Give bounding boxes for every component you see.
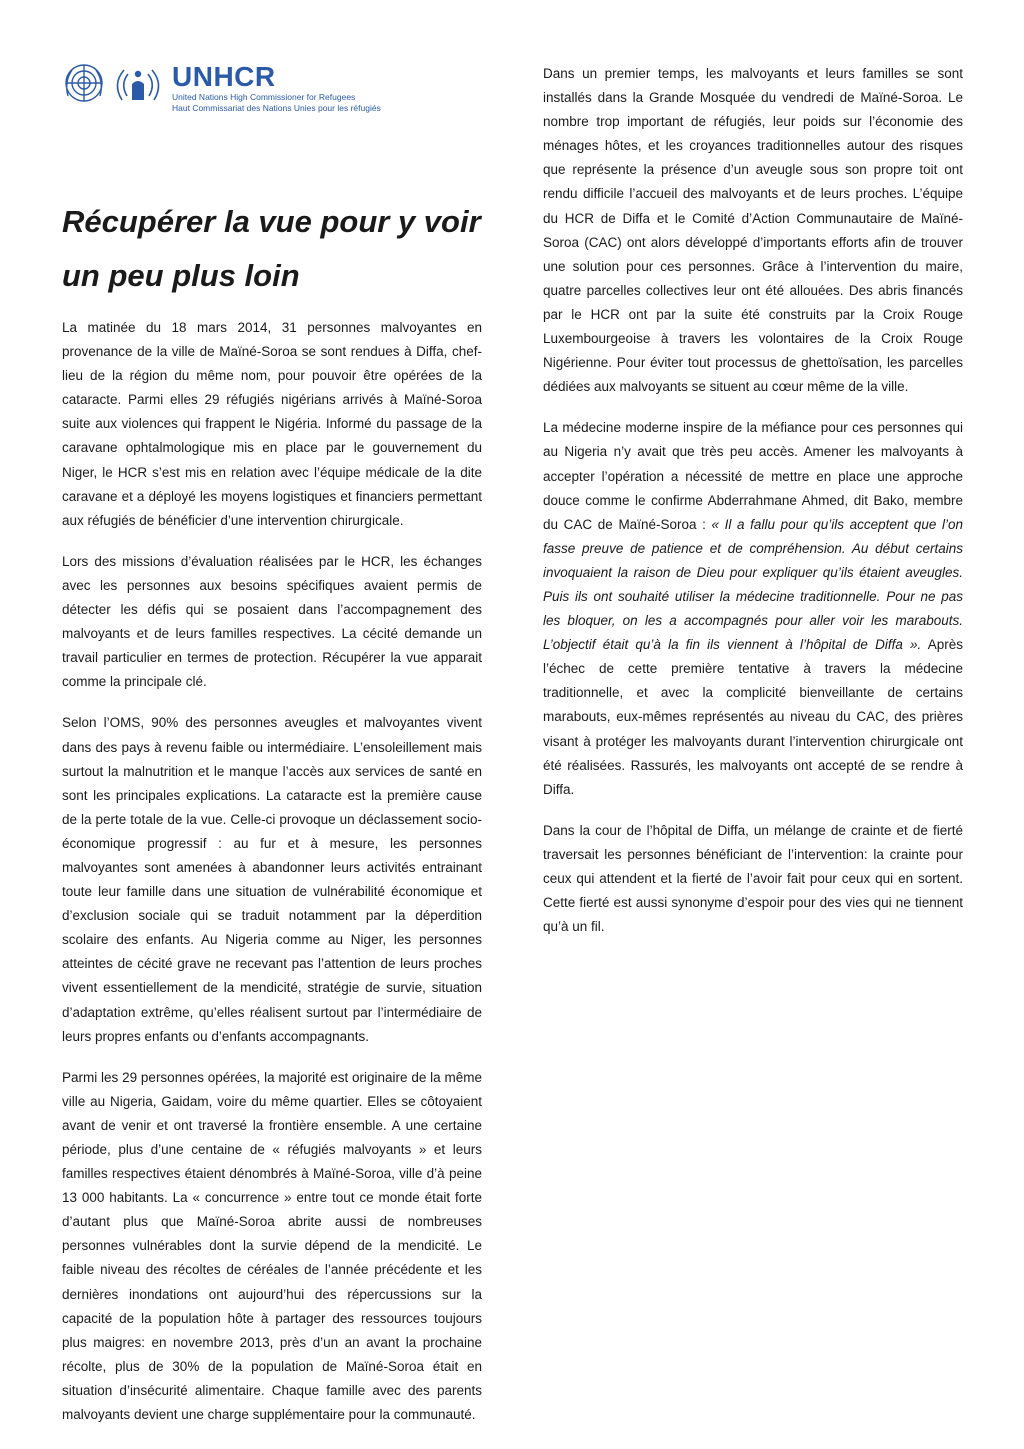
medicine-followup: Après l’échec de cette première tentative à travers la médecine traditionnelle, et avec la complicité bienveillante de certains marabouts, eux-mêmes représentés au niveau du CAC, des prières visant à protéger les malvoyants durant l’intervention chirurgicale ont été réalisées. Rassurés, les malvoyants ont accepté de se rendre à Diffa.	[543, 637, 963, 797]
paragraph-intro: La matinée du 18 mars 2014, 31 personnes malvoyantes en provenance de la ville de Maïné-Soroa se sont rendues à Diffa, chef-lieu de la région du même nom, pour pouvoir être opérées de la cataracte. Parmi elles 29 réfugiés nigérians arrivés à Maïné-Soroa suite aux violences qui frappent le Nigéria. Informé du passage de la caravane ophtalmologique mis en place par le gouvernement du Niger, le HCR s’est mis en relation avec l’équipe médicale de la dite caravane et a déployé les moyens logistiques et financiers permettant aux réfugiés de bénéficier d’une intervention chirurgicale.	[62, 320, 482, 528]
right-column	[543, 62, 963, 956]
paragraph-installation: Dans un premier temps, les malvoyants et leurs familles se sont installés dans la Grande Mosquée du vendredi de Maïné-Soroa. Le nombre trop important de réfugiés, leur poids sur l’économie des ménages hôtes, et les croyances traditionnelles autour des risques que représente la présence d’un aveugle sous son propre toit ont rendu difficile l’accueil des malvoyants et de leurs proches. L’équipe du HCR de Diffa et le Comité d’Action Communautaire de Maïné-Soroa (CAC) ont alors développé d’importants efforts afin de trouver une solution pour ces personnes. Grâce à l’intervention du maire, quatre parcelles collectives leur ont été allouées. Des abris financés par le HCR ont par la suite été construits par la Croix Rouge Luxembourgeoise à travers les volontaires de la Croix Rouge Nigérienne. Pour éviter tout processus de ghettoïsation, les parcelles dédiées aux malvoyants se situent au cœur même de la ville.	[543, 66, 963, 395]
paragraph-hospital: Dans la cour de l’hôpital de Diffa, un mélange de crainte et de fierté traversait les personnes bénéficiant de l’intervention: la crainte pour ceux qui attendent et la fierté de l’avoir fait pour ceux qui en sortent. Cette fierté est aussi synonyme d’espoir pour des vies qui ne tiennent qu’à un fil.	[543, 822, 963, 935]
medicine-text: La médecine moderne inspire de la méfiance pour ces personnes qui au Nigeria n’y avait que très peu accès. Amener les malvoyants à accepter l’opération a nécessité de mettre en place une approche douce comme le confirme Abderrahmane Ahmed, dit Bako, membre du CAC de Maïné-Soroa :	[543, 420, 963, 532]
un-emblem-icon	[62, 62, 168, 106]
quote-bako: « Il a fallu pour qu’ils acceptent que l’on fasse preuve de patience et de compréhension. Au début certains invoquaient la raison de Dieu pour expliquer qu’ils étaient aveugles. Puis ils ont souhaité utiliser la médecine traditionnelle. Pour ne pas les bloquer, on les a accompagnés pour aller voir les marabouts. L’objectif était qu’à la fin ils viennent à l’hôpital de Diffa ».	[543, 516, 963, 653]
paragraph-oms: Selon l’OMS, 90% des personnes aveugles et malvoyantes vivent dans des pays à revenu faible ou intermédiaire. L’ensoleillement mais surtout la malnutrition et le manque l’accès aux services de santé en sont les principales explications. La cataracte est la première cause de la perte totale de la vue. Celle-ci provoque un déclassement socio-économique progressif : au fur et à mesure, les personnes malvoyantes sont amenées à abandonner leurs activités entrainant toute leur famille dans une situation de vulnérabilité économique et d’exclusion sociale qui se traduit notamment par la déperdition scolaire des enfants. Au Nigeria comme au Niger, les personnes atteintes de cécité grave ne recevant pas l’attention de leurs proches vivent essentiellement de la mendicité, stratégie de survie, situation d’adaptation extrême, qu’elles réalisent surtout par l’intermédiaire de leurs propres enfants ou d’enfants accompagnants.	[62, 715, 482, 1044]
left-column	[62, 316, 482, 1444]
paragraph-evaluation: Lors des missions d’évaluation réalisées par le HCR, les échanges avec les personnes aux besoins spécifiques avaient permis de détecter les défis qui se posaient dans l’accompagnement des malvoyants et de leurs familles respectives. La cécité demande un travail particulier en termes de protection. Récupérer la vue apparait comme la principale clé.	[62, 553, 482, 690]
brand-subtitle-en: United Nations High Commissioner for Refugees	[172, 92, 356, 102]
unhcr-logo	[62, 60, 422, 120]
paragraph-medicine	[543, 416, 963, 802]
brand-name: UNHCR	[172, 61, 276, 92]
brand-subtitle-fr: Haut Commissariat des Nations Unies pour les réfugiés	[172, 103, 381, 113]
paragraph-operated: Parmi les 29 personnes opérées, la majorité est originaire de la même ville au Nigeria, Gaidam, voire du même quartier. Elles se côtoyaient avant de venir et ont traversé la frontière ensemble. A une certaine période, plus d’une centaine de « réfugiés malvoyants » et leurs familles respectives étaient dénombrés à Maïné-Soroa, ville d’à peine 13 000 habitants. La « concurrence » entre tout ce monde était forte d’autant plus que Maïné-Soroa abrite aussi de nombreuses personnes vulnérables dont la survie dépend de la mendicité. Le faible niveau des récoltes de céréales de l’année précédente et les dernières inondations ont aujourd’hui des répercussions sur la capacité de la population hôte à partager des ressources toujours plus maigres: en novembre 2013, près d’un an avant la prochaine récolte, plus de 30% de la population de Maïné-Soroa était en situation d’insécurité alimentaire. Chaque famille avec des parents malvoyants devient une charge supplémentaire pour la communauté.	[62, 1069, 482, 1423]
article-title: Récupérer la vue pour y voir un peu plus loin	[62, 204, 481, 293]
brand	[172, 62, 381, 114]
